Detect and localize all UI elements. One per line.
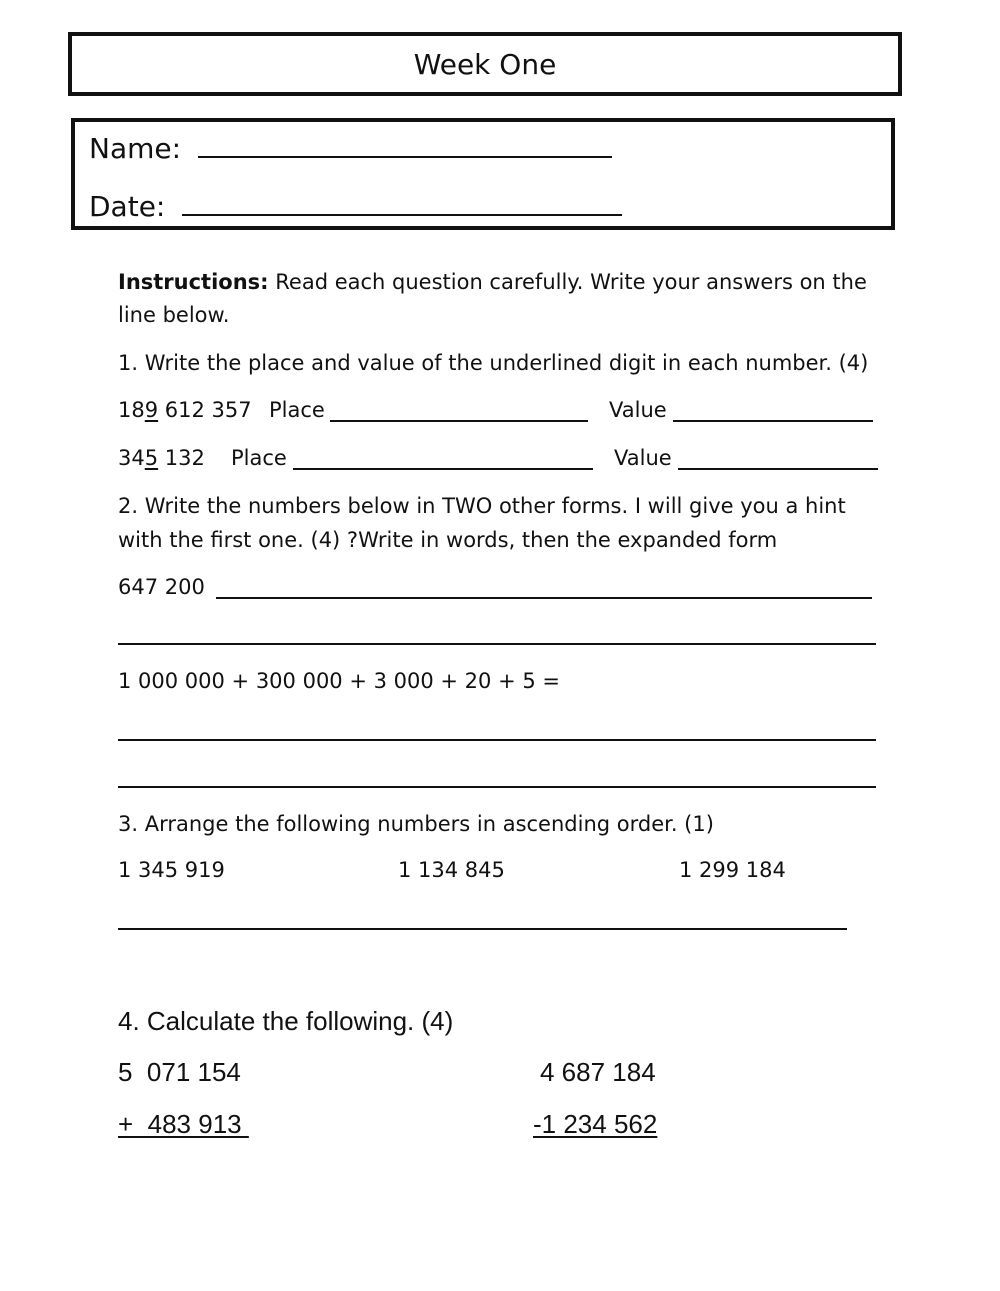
instructions-text-2: line below. <box>118 303 230 327</box>
q1-value-answer-line-1[interactable] <box>673 420 873 422</box>
title-box <box>68 32 902 96</box>
q1-number-2-underlined-digit: 5 <box>144 446 159 470</box>
q1-number-1-end: 612 357 <box>158 398 252 422</box>
instructions-line-1 <box>118 270 867 294</box>
q2-item-1-answer-line-2[interactable] <box>118 643 876 645</box>
page-title: Week One <box>413 48 557 81</box>
q2-item-1: 647 200 <box>118 575 205 599</box>
name-row <box>89 132 612 165</box>
q4-left-bottom-number: + 483 913 <box>118 1109 249 1139</box>
q3-number-3: 1 299 184 <box>679 858 786 882</box>
q3-number-1: 1 345 919 <box>118 858 225 882</box>
q1-place-label-1: Place <box>269 398 325 422</box>
q1-number-2-start: 34 <box>118 446 145 470</box>
q3-prompt: 3. Arrange the following numbers in ascending order. (1) <box>118 812 714 836</box>
q1-place-answer-line-2[interactable] <box>293 468 593 470</box>
q1-number-1 <box>118 398 252 422</box>
instructions-label: Instructions: <box>118 270 269 294</box>
instructions-text-1: Read each question carefully. Write your answers on the <box>275 270 867 294</box>
date-row <box>89 190 622 223</box>
q1-number-2 <box>118 446 205 470</box>
q1-value-label-2: Value <box>614 446 672 470</box>
student-info-box <box>71 118 895 230</box>
q4-prompt: 4. Calculate the following. (4) <box>118 1006 454 1036</box>
q1-value-label-1: Value <box>609 398 667 422</box>
q4-right-bottom-number: -1 234 562 <box>533 1109 658 1139</box>
q4-right-top-number: 4 687 184 <box>540 1057 656 1087</box>
q2-item-2-answer-line-2[interactable] <box>118 786 876 788</box>
name-answer-line[interactable] <box>198 132 612 158</box>
q1-prompt: 1. Write the place and value of the underlined digit in each number. (4) <box>118 351 869 375</box>
q1-place-answer-line-1[interactable] <box>330 420 588 422</box>
q1-place-label-2: Place <box>231 446 287 470</box>
date-answer-line[interactable] <box>182 190 622 216</box>
q2-prompt-line-1: 2. Write the numbers below in TWO other forms. I will give you a hint <box>118 494 846 518</box>
q1-value-answer-line-2[interactable] <box>678 468 878 470</box>
q2-item-2: 1 000 000 + 300 000 + 3 000 + 20 + 5 = <box>118 669 560 693</box>
q3-answer-line[interactable] <box>118 928 847 930</box>
q4-left-top-number: 5 071 154 <box>118 1057 241 1087</box>
q1-number-2-end: 132 <box>158 446 205 470</box>
q2-item-1-answer-line-1[interactable] <box>216 597 872 599</box>
name-label: Name: <box>89 132 182 165</box>
q1-number-1-start: 18 <box>118 398 145 422</box>
q1-number-1-underlined-digit: 9 <box>144 398 159 422</box>
date-label: Date: <box>89 190 166 223</box>
q2-prompt-line-2: with the first one. (4) ?Write in words, then the expanded form <box>118 528 778 552</box>
q2-item-2-answer-line-1[interactable] <box>118 739 876 741</box>
q3-number-2: 1 134 845 <box>398 858 505 882</box>
